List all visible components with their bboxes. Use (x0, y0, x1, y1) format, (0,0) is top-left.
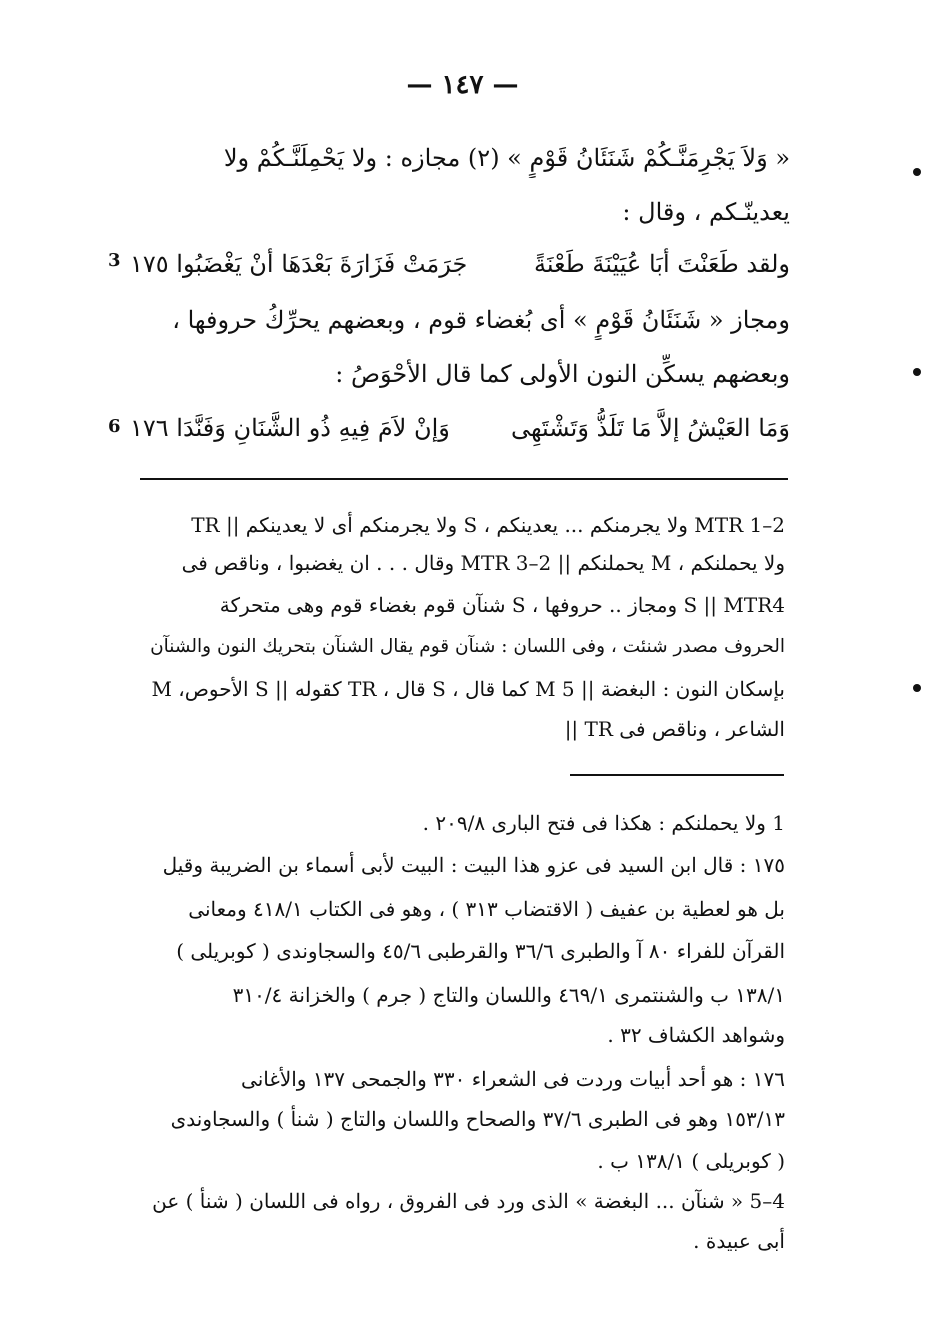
note-line: ١٥٣/١٣ وهو فى الطبرى ٣٧/٦ والصحاح واللسان والتاج ( شنأ ) والسجاوندى (170, 1107, 785, 1131)
note-line: أبى عبيدة . (693, 1229, 785, 1253)
main-text-line: ومجاز « شَنَئَانُ قَوْمٍ » أى بُغضاء قوم ، وبعضهم يحرِّكُ حروفها ، (172, 306, 790, 334)
verse-hemistich-right: وَمَا العَيْشُ إلاَّ مَا تَلَذُّ وَتَشْتَهِى (510, 414, 790, 442)
note-line: بل هو لعطية بن عفيف ( الاقتضاب ٣١٣ ) ، وهو فى الكتاب ٤١٨/١ ومعانى (188, 897, 785, 921)
note-line: 1 ولا يحملنكم : هكذا فى فتح البارى ٢٠٩/٨ . (422, 811, 785, 835)
note-line: ١٣٨/١ ب والشنتمرى ٤٦٩/١ واللسان والتاج ( جرم ) والخزانة ٣١٠/٤ (232, 983, 785, 1007)
verse-line (130, 244, 790, 284)
note-line: ١٧٦ : هو أحد أبيات وردت فى الشعراء ٣٣٠ والجمحى ١٣٧ والأغانى (241, 1067, 785, 1091)
apparatus-line: S || MTR4 ومجاز .. حروفها ، S شنآن قوم بغضاء قوم وهى متحركة (219, 593, 785, 617)
verse-hemistich-right: ولقد طَعَنْتَ أبَا عُيَيْنَةَ طَعْنَةً (533, 250, 790, 278)
verse-hemistich-left: جَرَمَتْ فَزَارَةَ بَعْدَهَا أنْ يَغْضَبُوا ١٧٥ (130, 250, 468, 278)
page-number: — ١٤٧ — (406, 70, 519, 100)
edge-mark (913, 684, 921, 692)
line-number-margin: 6 (108, 416, 121, 437)
main-text-line: وبعضهم يسكِّن النون الأولى كما قال الأحْوَصُ : (335, 360, 790, 388)
edge-mark (913, 368, 921, 376)
notes-rule (570, 774, 784, 776)
apparatus-line: 2–1 MTR ولا يجرمنكم ... يعدينكم ، S ولا يجرمنكم أى لا يعدينكم || TR (191, 513, 785, 537)
apparatus-line: ولا يحملنكم ، M يحملنكم || 2–3 MTR وقال . . . ان يغضبوا ، وناقص فى (181, 551, 785, 575)
note-line: 4–5 « شنآن ... البغضة » الذى ورد فى الفروق ، رواه فى اللسان ( شنأ ) عن (152, 1189, 785, 1213)
verse-hemistich-left: وَإنْ لاَمَ فِيهِ ذُو الشَّنَانِ وَفَنَّدَا ١٧٦ (130, 414, 450, 442)
note-line: ( كوبريلى ) ١٣٨/١ ب . (597, 1149, 785, 1173)
apparatus-line: الحروف مصدر شنئت ، وفى اللسان : شنآن قوم يقال الشنآن بتحريك النون والشنآن (150, 636, 785, 657)
note-line: وشواهد الكشاف ٣٢ . (607, 1023, 785, 1047)
main-text-line: « وَلاَ يَجْرِمَنَّـكُمْ شَنَئَانُ قَوْمٍ » (٢) مجازه : ولا يَحْمِلَنَّـكُمْ ولا (223, 144, 790, 172)
apparatus-line: بإسكان النون : البغضة || 5 M كما قال ، S قال ، TR كقوله || S الأحوص، M (151, 677, 785, 701)
separator-rule (140, 478, 788, 480)
apparatus-line: الشاعر ، وناقص فى TR || (564, 717, 785, 741)
note-line: ١٧٥ : قال ابن السيد فى عزو هذا البيت : البيت لأبى أسماء بن الضريبة وقيل (162, 853, 785, 877)
edge-mark (913, 168, 921, 176)
line-number-margin: 3 (108, 250, 121, 271)
main-text-line: يعدينّـكم ، وقال : (622, 198, 790, 226)
note-line: القرآن للفراء ٨٠ آ والطبرى ٣٦/٦ والقرطبى ٤٥/٦ والسجاوندى ( كوبريلى ) (176, 939, 785, 963)
verse-line (130, 408, 790, 448)
